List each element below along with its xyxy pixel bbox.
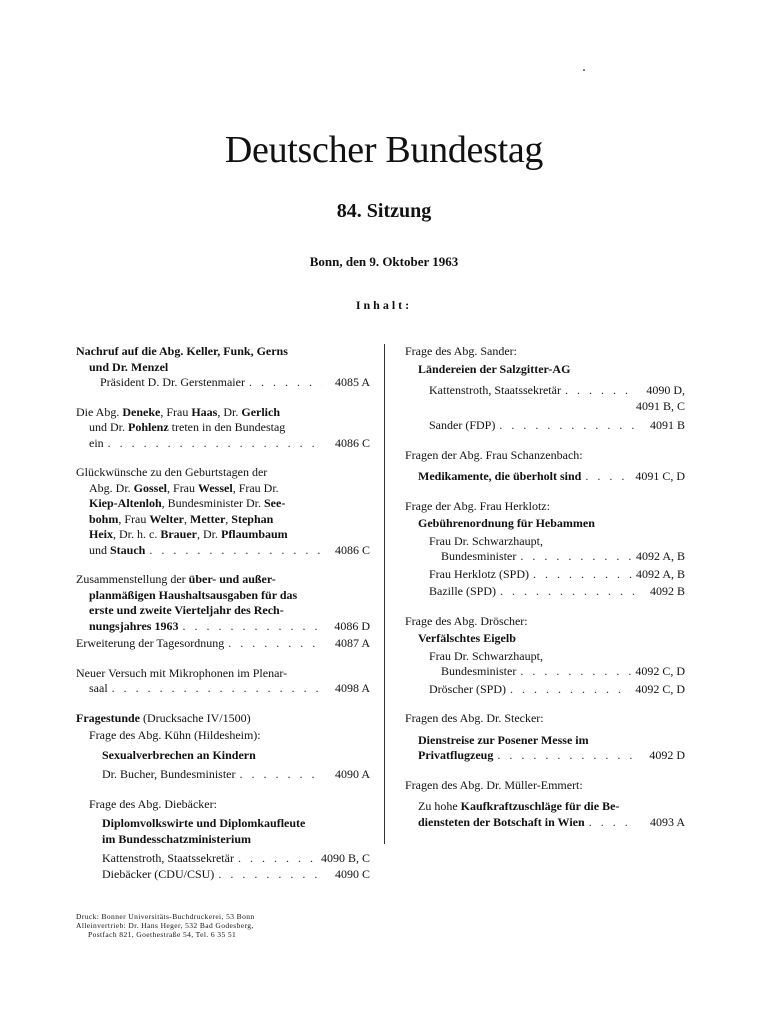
entry-text: erste und zweite Vierteljahr des Rech- bbox=[89, 603, 284, 617]
question-topic: im Bundesschatzministerium bbox=[102, 831, 252, 846]
page-title: Deutscher Bundestag bbox=[224, 129, 544, 171]
page-ref: 4091 C, D bbox=[635, 469, 685, 483]
toc-line: Dr. Bucher, Bundesminister . . . 4090 A bbox=[89, 767, 370, 783]
toc-entry-sander bbox=[405, 344, 685, 434]
toc-line: Diebäcker (CDU/CSU) . . . 4090 C bbox=[89, 867, 370, 883]
page-ref: 4092 C, D bbox=[635, 664, 685, 678]
toc-line: diensteten der Botschaft in Wien . . . 4093 A bbox=[405, 815, 685, 831]
toc-entry-stecker bbox=[405, 711, 685, 764]
toc-entry-schanzenbach bbox=[405, 448, 685, 485]
question-asker: Frage des Abg. Sander: bbox=[405, 344, 517, 358]
imprint bbox=[76, 912, 336, 939]
entry-text: Neuer Versuch mit Mikrophonen im Plenar- bbox=[76, 665, 288, 680]
toc-entry-question-time bbox=[76, 711, 370, 883]
toc-entry-mueller-emmert bbox=[405, 778, 685, 831]
session-number: 84. Sitzung bbox=[336, 200, 432, 222]
leader-dots bbox=[218, 867, 322, 883]
column-divider bbox=[384, 344, 385, 844]
toc-line: Kattenstroth, Staatssekretär . . . 4090 D, bbox=[405, 383, 685, 399]
question-topic: Zu hohe Kaufkraftzuschläge für die Be- bbox=[418, 799, 620, 813]
entry-text: Fragestunde (Drucksache IV/1500) bbox=[76, 710, 251, 725]
toc-entry-agenda bbox=[76, 636, 370, 652]
toc-entry-microphones bbox=[76, 666, 370, 697]
imprint-line: Alleinvertrieb: Dr. Hans Heger, 532 Bad Godesberg, bbox=[76, 921, 254, 930]
entry-text: Heix, Dr. h. c. Brauer, Dr. Pflaumbaum bbox=[89, 527, 288, 541]
contents-heading: Inhalt: bbox=[355, 298, 413, 312]
question-topic: Verfälschtes Eigelb bbox=[418, 631, 516, 645]
speaker: Präsident D. Dr. Gerstenmaier bbox=[100, 375, 245, 389]
entry-text: Die Abg. Deneke, Frau Haas, Dr. Gerlich bbox=[76, 404, 281, 419]
leader-dots bbox=[565, 383, 637, 399]
entry-text: Abg. Dr. Gossel, Frau Wessel, Frau Dr. bbox=[89, 480, 279, 495]
speaker: Frau Dr. Schwarzhaupt, bbox=[429, 648, 543, 663]
leader-dots bbox=[510, 682, 631, 698]
entry-text: Nachruf auf die Abg. Keller, Funk, Gerns bbox=[76, 344, 288, 358]
imprint-line: Druck: Bonner Universitäts-Buchdruckerei, 53 Bonn bbox=[76, 912, 255, 921]
toc-line: Frau Herklotz (SPD) . . . 4092 A, B bbox=[405, 567, 685, 583]
speck-mark bbox=[583, 69, 585, 71]
speaker: Frau Dr. Schwarzhaupt, bbox=[429, 533, 543, 548]
page-ref: 4093 A bbox=[649, 814, 685, 829]
page-ref: 4092 A, B bbox=[635, 549, 685, 563]
toc-right-column bbox=[405, 344, 685, 844]
question-topic: Diplomvolkswirte und Diplomkaufleute bbox=[102, 816, 306, 830]
toc-line: Medikamente, die überholt sind . . . 4091 C, D bbox=[405, 469, 685, 485]
page-ref: 4090 B, C bbox=[320, 851, 370, 865]
leader-dots bbox=[520, 664, 631, 680]
page-ref: 4090 D, bbox=[646, 383, 685, 397]
question-asker: Frage des Abg. Kühn (Hildesheim): bbox=[89, 728, 261, 742]
toc-line: Erweiterung der Tagesordnung . . . 4087 A bbox=[76, 636, 370, 652]
leader-dots bbox=[149, 543, 322, 559]
toc-line: Bundesminister . . . 4092 C, D bbox=[405, 664, 685, 680]
entry-text: und Dr. Pohlenz treten in den Bundestag bbox=[89, 420, 286, 434]
toc-line: nungsjahres 1963 . . . 4086 D bbox=[76, 619, 370, 635]
question-asker: Frage der Abg. Frau Herklotz: bbox=[405, 498, 550, 513]
leader-dots bbox=[589, 815, 637, 831]
toc-line: Dröscher (SPD) . . . 4092 C, D bbox=[405, 682, 685, 698]
page-ref: 4085 A bbox=[334, 375, 370, 389]
date-line: Bonn, den 9. Oktober 1963 bbox=[309, 254, 459, 269]
page-ref: 4091 B bbox=[649, 418, 685, 432]
toc-entry-birthdays bbox=[76, 465, 370, 558]
question-asker: Fragen des Abg. Dr. Stecker: bbox=[405, 711, 544, 725]
toc-line: und Stauch . . . 4086 C bbox=[76, 543, 370, 559]
leader-dots bbox=[182, 619, 322, 635]
toc-line: ein . . . 4086 C bbox=[76, 436, 370, 452]
leader-dots bbox=[499, 418, 637, 434]
page-ref: 4090 C bbox=[334, 866, 370, 881]
page-ref: 4092 A, B bbox=[635, 566, 685, 581]
toc-entry-obituary bbox=[76, 344, 370, 391]
question-asker: Fragen des Abg. Dr. Müller-Emmert: bbox=[405, 777, 583, 792]
toc-entry-budget bbox=[76, 572, 370, 634]
page-ref: 4098 A bbox=[334, 681, 370, 695]
toc-line: Sander (FDP) . . . 4091 B bbox=[405, 418, 685, 434]
toc-entry-herklotz bbox=[405, 499, 685, 600]
question-kuehn bbox=[76, 728, 370, 783]
page-ref: 4091 B, C bbox=[635, 398, 685, 413]
question-diebaecker bbox=[76, 797, 370, 883]
page-ref: 4086 C bbox=[334, 435, 370, 450]
entry-text: Kiep-Altenloh, Bundesminister Dr. See- bbox=[89, 496, 286, 510]
toc-entry-droescher bbox=[405, 614, 685, 698]
leader-dots bbox=[240, 767, 323, 783]
toc-line: Bazille (SPD) . . . 4092 B bbox=[405, 584, 685, 600]
entry-text: und Dr. Menzel bbox=[89, 359, 169, 374]
toc-line: saal . . . 4098 A bbox=[76, 681, 370, 697]
question-topic: Dienstreise zur Posener Messe im bbox=[418, 732, 589, 747]
leader-dots bbox=[108, 436, 322, 452]
toc-line bbox=[76, 375, 370, 391]
toc-line: Kattenstroth, Staatssekretär . . . 4090 B, C bbox=[89, 851, 370, 867]
page-ref: 4092 C, D bbox=[635, 681, 685, 696]
question-asker: Fragen der Abg. Frau Schanzenbach: bbox=[405, 447, 583, 462]
toc-entry-new-members bbox=[76, 405, 370, 452]
leader-dots bbox=[585, 469, 631, 485]
leader-dots bbox=[238, 851, 317, 867]
page-ref: 4086 C bbox=[334, 542, 370, 557]
page-ref: 4086 D bbox=[334, 618, 370, 633]
page-ref: 4087 A bbox=[334, 636, 370, 650]
page-ref: 4092 B bbox=[649, 584, 685, 598]
imprint-line: Postfach 821, Goethestraße 54, Tel. 6 35 51 bbox=[88, 930, 237, 939]
question-topic: Ländereien der Salzgitter-AG bbox=[418, 361, 571, 376]
question-asker: Frage des Abg. Dröscher: bbox=[405, 613, 528, 628]
leader-dots bbox=[520, 549, 632, 565]
toc-line: Privatflugzeug . . . 4092 D bbox=[405, 748, 685, 764]
entry-text: Zusammenstellung der über- und außer- bbox=[76, 572, 276, 586]
leader-dots bbox=[533, 567, 632, 583]
question-topic: Gebührenordnung für Hebammen bbox=[418, 516, 595, 530]
leader-dots bbox=[249, 375, 322, 391]
toc-line: Bundesminister . . . 4092 A, B bbox=[405, 549, 685, 565]
entry-text: Glückwünsche zu den Geburtstagen der bbox=[76, 465, 268, 479]
leader-dots bbox=[497, 748, 637, 764]
page-ref: 4090 A bbox=[334, 767, 370, 781]
leader-dots bbox=[228, 636, 322, 652]
toc-left-column bbox=[76, 344, 370, 896]
entry-text: bohm, Frau Welter, Metter, Stephan bbox=[89, 511, 274, 526]
entry-text: planmäßigen Haushaltsausgaben für das bbox=[89, 587, 298, 602]
question-topic: Sexualverbrechen an Kindern bbox=[102, 747, 256, 762]
page-ref: 4092 D bbox=[649, 748, 685, 762]
leader-dots bbox=[500, 584, 637, 600]
question-asker: Frage des Abg. Diebäcker: bbox=[89, 796, 217, 811]
leader-dots bbox=[112, 681, 322, 697]
